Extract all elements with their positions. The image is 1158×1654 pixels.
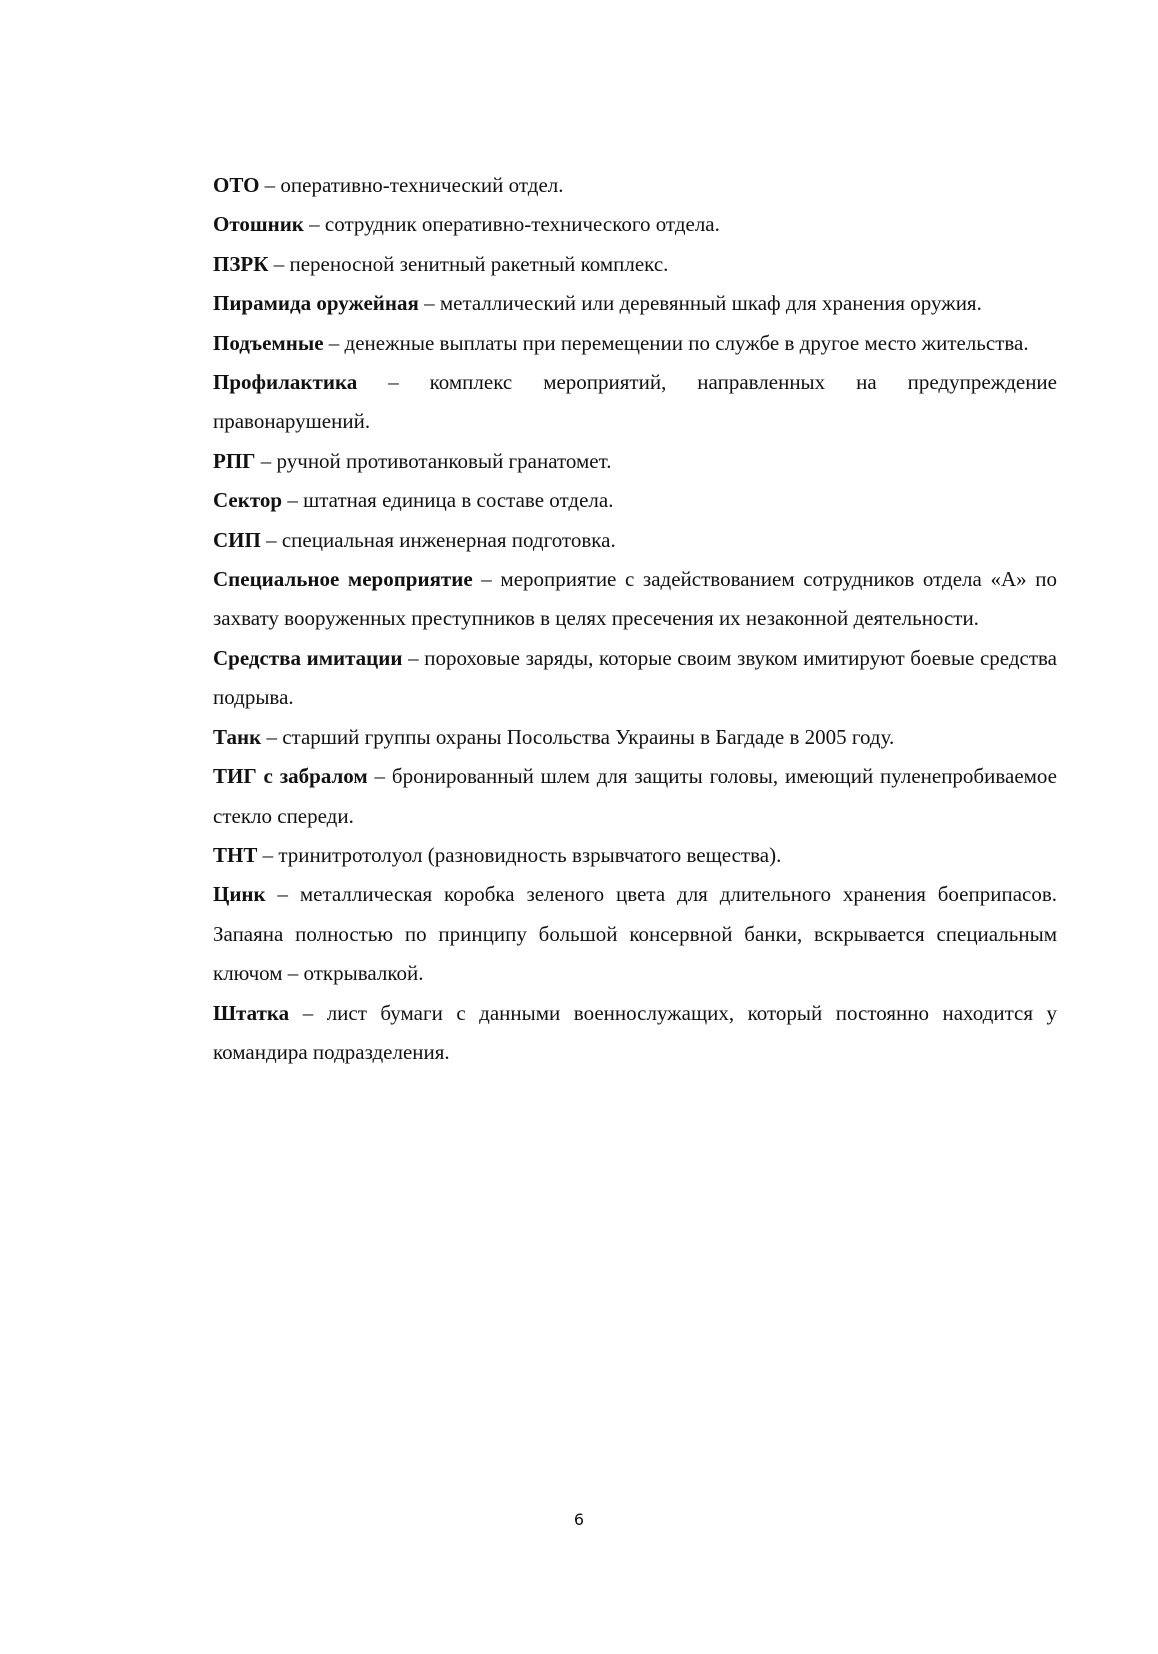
glossary-entry-spec-meropriyatie <box>213 560 1057 639</box>
glossary-entry-sredstva-imitacii <box>213 639 1057 718</box>
glossary-definition: – переносной зенитный ракетный комплекс. <box>268 251 669 276</box>
glossary-definition: – ручной противотанковый гранатомет. <box>255 448 612 473</box>
glossary-entry-otoshnik <box>213 205 1057 244</box>
glossary-definition: – сотрудник оперативно-технического отдела. <box>303 212 720 237</box>
glossary-term: Сектор <box>213 488 283 513</box>
glossary-term: ПЗРК <box>213 251 269 276</box>
glossary-entry-podemnye <box>213 324 1057 363</box>
glossary-term: РПГ <box>213 448 256 473</box>
glossary-definition: – комплекс мероприятий, направленных на предупреждение правонарушений. <box>213 370 1057 434</box>
glossary-term: Отошник <box>213 212 304 237</box>
glossary-definition: – денежные выплаты при перемещении по службе в другое место жительства. <box>323 330 1029 355</box>
page-number: 6 <box>573 1510 585 1529</box>
glossary-definition: – бронированный шлем для защиты головы, имеющий пуленепробиваемое стекло спереди. <box>213 764 1058 828</box>
glossary-definition: – металлический или деревянный шкаф для хранения оружия. <box>418 291 982 316</box>
glossary-entry-sektor <box>213 481 1057 520</box>
glossary-definition: – старший группы охраны Посольства Украины в Багдаде в 2005 году. <box>261 724 895 749</box>
glossary-list <box>213 166 1057 1072</box>
glossary-term: Пирамида оружейная <box>213 291 419 316</box>
glossary-definition: – пороховые заряды, которые своим звуком имитируют боевые средства подрыва. <box>213 645 1057 710</box>
glossary-entry-tig <box>213 757 1057 836</box>
glossary-term: ТИГ с забралом <box>213 764 368 789</box>
glossary-definition: – мероприятие с задействованием сотрудников отдела «А» по захвату вооруженных преступников в целях пресечения их незаконной деятельности. <box>213 567 1057 631</box>
glossary-term: Танк <box>213 724 262 749</box>
glossary-definition: – оперативно-технический отдел. <box>259 173 564 197</box>
glossary-definition: – штатная единица в составе отдела. <box>282 488 614 513</box>
glossary-term: Штатка <box>213 1000 290 1025</box>
glossary-definition: – лист бумаги с данными военнослужащих, который постоянно находится у командира подразделения. <box>213 1000 1057 1064</box>
glossary-term: Цинк <box>213 882 266 907</box>
glossary-entry-cink <box>213 875 1057 993</box>
glossary-entry-piramida <box>213 284 1057 323</box>
glossary-entry-oto <box>213 166 1057 205</box>
glossary-entry-rpg <box>213 442 1057 481</box>
glossary-term: Профилактика <box>213 370 358 395</box>
glossary-entry-tank <box>213 718 1057 757</box>
glossary-entry-sip <box>213 521 1057 560</box>
glossary-definition: – специальная инженерная подготовка. <box>260 527 616 552</box>
glossary-term: Средства имитации <box>213 645 403 670</box>
glossary-term: ОТО <box>213 173 260 197</box>
glossary-entry-profilaktika <box>213 363 1057 442</box>
glossary-entry-tnt <box>213 836 1057 875</box>
glossary-term: Подъемные <box>213 330 324 355</box>
glossary-definition: – металлическая коробка зеленого цвета для длительного хранения боеприпасов. Запаяна полностью по принципу большой консервной банки, вскрывается специальным ключом – открывалкой. <box>213 882 1057 986</box>
glossary-term: СИП <box>213 527 261 552</box>
glossary-definition: – тринитротолуол (разновидность взрывчатого вещества). <box>257 842 782 867</box>
glossary-entry-pzrk <box>213 245 1057 284</box>
glossary-term: Специальное мероприятие <box>213 567 473 592</box>
glossary-term: ТНТ <box>213 842 258 867</box>
glossary-entry-shtatka <box>213 994 1057 1073</box>
